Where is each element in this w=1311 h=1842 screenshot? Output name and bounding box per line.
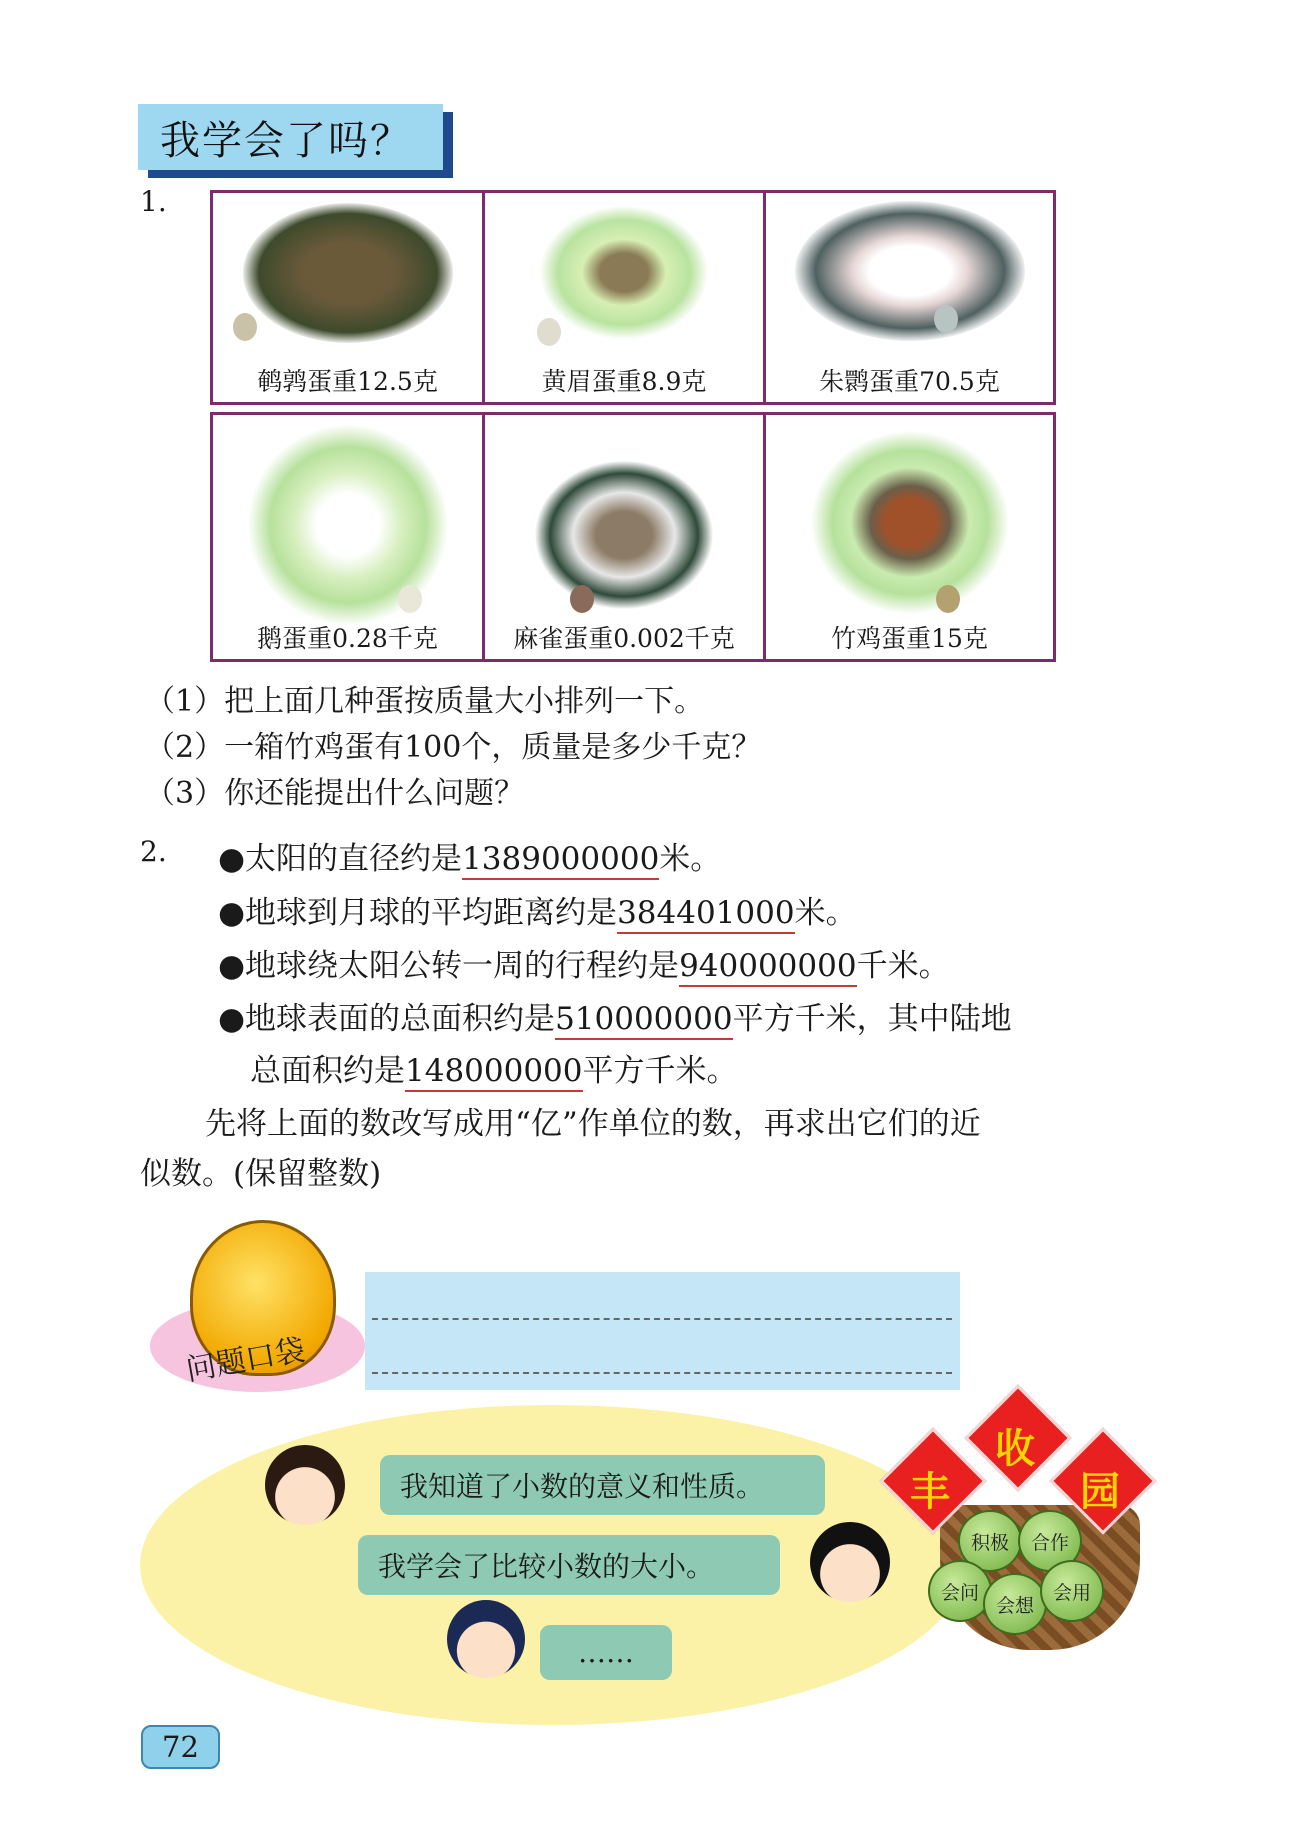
bird-cell-quail [210,190,485,405]
speech-bubble-1 [380,1455,825,1515]
egg-icon [934,305,958,333]
egg-icon [570,585,594,613]
fact-number: 510000000 [555,1001,733,1040]
fact-text: ●地球表面的总面积约是 [218,1001,556,1037]
harvest-title-char: 收 [995,1426,1035,1472]
fact-text: ●地球绕太阳公转一周的行程约是 [218,948,680,984]
egg-icon [537,318,561,346]
problem-2-number: 2. [140,835,167,868]
bird-caption: 鹌鹑蛋重12.5克 [257,367,438,396]
egg-icon [233,313,257,341]
bubble-text: 我知道了小数的意义和性质。 [400,1470,765,1503]
apple-label: 会想 [983,1573,1047,1635]
harvest-title-char: 丰 [910,1469,950,1515]
quail-photo-icon [243,203,453,343]
bird-cell-goose [210,412,485,662]
harvest-title-char: 园 [1080,1469,1120,1515]
bird-cell-yellow-browed [482,190,766,405]
bubble-text: 我学会了比较小数的大小。 [378,1550,715,1583]
apple-label: 会用 [1040,1560,1104,1622]
bird-cell-sparrow [482,412,766,662]
fact-earth-surface [218,993,1012,1038]
fact-earth-moon [218,887,857,932]
fact-land-area [250,1045,738,1090]
fact-number: 148000000 [405,1053,583,1092]
apple-label: 积极 [958,1510,1022,1572]
fact-text: 总面积约是 [250,1053,405,1089]
fact-unit: 平方千米，其中陆地 [732,1001,1012,1037]
apple-label: 合作 [1018,1510,1082,1572]
bird-caption: 麻雀蛋重0.002千克 [513,624,735,653]
answer-line [372,1318,952,1320]
instruction-line-1: 先将上面的数改写成用“亿”作单位的数，再求出它们的近 [205,1106,981,1142]
fact-sun-diameter [218,833,721,878]
bird-cell-ibis [763,190,1056,405]
fact-number: 940000000 [679,948,857,987]
bird-caption: 鹅蛋重0.28千克 [257,624,438,653]
crested-ibis-photo-icon [795,201,1025,341]
girl-with-bow-avatar-icon [810,1522,890,1602]
apple-label: 会问 [928,1560,992,1622]
fact-text: ●太阳的直径约是 [218,841,463,877]
bird-cell-bamboo-partridge [763,412,1056,662]
instruction-line-2: 似数。(保留整数) [140,1156,382,1192]
section-heading: 我学会了吗？ [138,104,443,170]
bubble-text: …… [578,1636,634,1669]
fact-unit: 米。 [659,841,722,877]
bamboo-partridge-photo-icon [810,430,1010,615]
sparrow-photo-icon [534,460,714,610]
question-2: （2）一箱竹鸡蛋有100个，质量是多少千克？ [145,730,762,765]
girl-avatar-icon [265,1445,345,1525]
fact-earth-orbit [218,940,950,985]
answer-line [372,1372,952,1374]
egg-icon [398,585,422,613]
fact-unit: 千米。 [856,948,950,984]
boy-avatar-icon [447,1600,525,1678]
speech-bubble-3 [540,1625,672,1680]
fact-unit: 米。 [794,895,857,931]
pocket-label: 问题口袋 [183,1332,308,1389]
page-number: 72 [141,1725,220,1769]
yellow-browed-bird-photo-icon [539,205,709,340]
fact-text: ●地球到月球的平均距离约是 [218,895,618,931]
bird-caption: 竹鸡蛋重15克 [831,624,988,653]
egg-icon [936,585,960,613]
bird-caption: 黄眉蛋重8.9克 [541,367,707,396]
problem-1-number: 1. [140,185,167,218]
bird-caption: 朱鹮蛋重70.5克 [819,367,1000,396]
question-3: （3）你还能提出什么问题？ [145,776,525,811]
fact-number: 384401000 [617,895,795,934]
question-1: （1）把上面几种蛋按质量大小排列一下。 [145,684,705,719]
fact-unit: 平方千米。 [582,1053,738,1089]
fact-number: 1389000000 [462,841,659,880]
speech-bubble-2 [358,1535,780,1595]
